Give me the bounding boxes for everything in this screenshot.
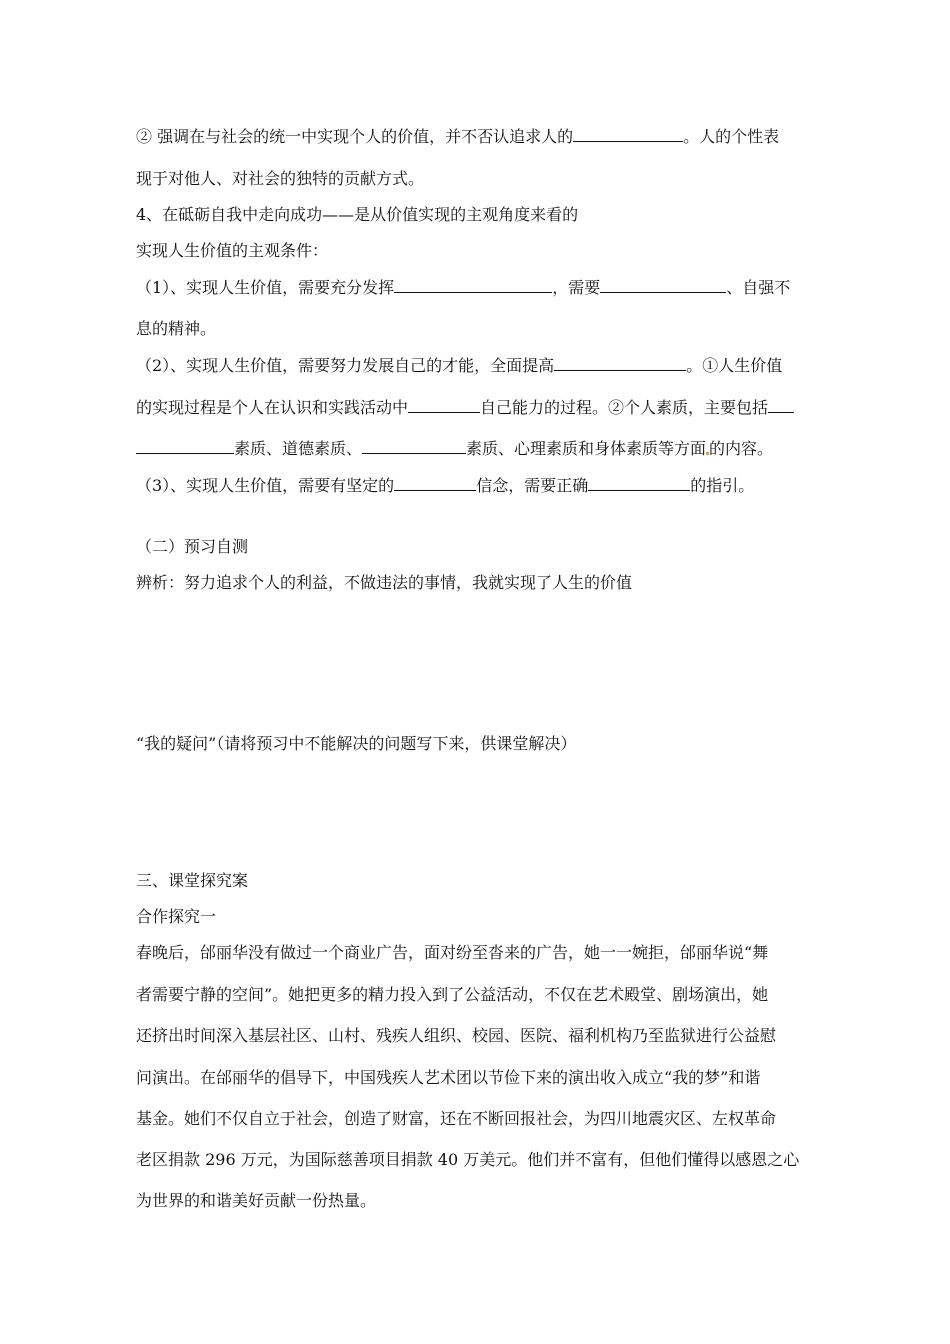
self-test-heading xyxy=(136,537,248,557)
self-test-question-text: 辨析：努力追求个人的利益，不做违法的事情，我就实现了人生的价值 xyxy=(136,573,633,592)
passage-line xyxy=(136,943,768,963)
self-test-heading-text: （二）预习自测 xyxy=(136,537,249,556)
subjective-conditions-heading xyxy=(136,241,328,261)
passage-line xyxy=(136,1191,376,1211)
condition-1-text-d: 息的精神。 xyxy=(136,319,217,338)
passage-line-3: 还挤出时间深入基层社区、山村、残疾人组织、校园、医院、福利机构乃至监狱进行公益慰 xyxy=(136,1026,777,1045)
passage-line-7: 为世界的和谐美好贡献一份热量。 xyxy=(136,1191,377,1210)
blank-condition-3a[interactable] xyxy=(394,475,476,491)
condition-1-text-c: 、自强不 xyxy=(726,278,791,297)
section-4-heading xyxy=(136,205,578,225)
condition-2-text-d: 自己能力的过程。②个人素质，主要包括 xyxy=(480,398,769,417)
cooperative-inquiry-heading xyxy=(136,907,216,927)
item-2-text-b: 。人的个性表 xyxy=(683,127,780,146)
blank-condition-2a[interactable] xyxy=(554,355,686,371)
passage-line-4: 问演出。在邰丽华的倡导下，中国残疾人艺术团以节俭下来的演出收入成立“我的梦”和谐 xyxy=(136,1068,761,1087)
condition-1-text-b: ，需要 xyxy=(552,278,601,297)
condition-2-text-e: 素质、道德素质、 xyxy=(234,439,363,458)
inquiry-heading xyxy=(136,871,248,891)
condition-2-text-a: （2）、实现人生价值，需要努力发展自己的才能，全面提高 xyxy=(136,356,555,375)
condition-2-line-2 xyxy=(136,397,794,418)
blank-condition-2c[interactable] xyxy=(136,438,234,454)
condition-2-text-b: 。①人生价值 xyxy=(686,356,783,375)
condition-2-text-g: 的内容。 xyxy=(709,439,774,458)
item-2-text-c: 现于对他人、对社会的独特的贡献方式。 xyxy=(136,169,425,188)
condition-3-text-a: （3）、实现人生价值，需要有坚定的 xyxy=(136,476,395,495)
condition-1-text-a: （1）、实现人生价值，需要充分发挥 xyxy=(136,278,395,297)
subjective-conditions-text: 实现人生价值的主观条件： xyxy=(136,241,329,260)
condition-1-continued xyxy=(136,319,216,339)
blank-condition-2b[interactable] xyxy=(408,397,480,413)
cooperative-inquiry-text: 合作探究一 xyxy=(136,907,217,926)
condition-1-line xyxy=(136,277,790,298)
self-test-question xyxy=(136,573,632,593)
blank-condition-2c-start[interactable] xyxy=(768,397,794,413)
item-2-text-a: ② 强调在与社会的统一中实现个人的价值，并不否认追求人的 xyxy=(136,127,574,146)
condition-2-line xyxy=(136,355,782,376)
passage-line xyxy=(136,1109,776,1129)
blank-condition-1b[interactable] xyxy=(600,277,726,293)
passage-line xyxy=(136,985,768,1005)
passage-line-6: 老区捐款 296 万元，为国际慈善项目捐款 40 万美元。他们并不富有，但他们懂得以感恩之心 xyxy=(136,1150,800,1169)
condition-2-line-3 xyxy=(136,438,773,459)
condition-3-text-c: 的指引。 xyxy=(690,476,755,495)
passage-line-1: 春晚后，邰丽华没有做过一个商业广告，面对纷至沓来的广告，她一一婉拒，邰丽华说“舞 xyxy=(136,943,769,962)
passage-line xyxy=(136,1068,760,1088)
condition-2-text-c: 的实现过程是个人在认识和实践活动中 xyxy=(136,398,409,417)
blank-condition-1a[interactable] xyxy=(394,277,552,293)
item-2-continued xyxy=(136,169,424,189)
condition-3-line xyxy=(136,475,754,496)
condition-3-text-b: 信念，需要正确 xyxy=(476,476,589,495)
passage-line xyxy=(136,1150,799,1170)
my-questions-prompt xyxy=(136,734,576,754)
passage-line xyxy=(136,1026,776,1046)
blank-condition-2d[interactable] xyxy=(362,438,466,454)
blank-individuality[interactable] xyxy=(573,126,683,142)
inquiry-heading-text: 三、课堂探究案 xyxy=(136,871,249,890)
item-2-line xyxy=(136,126,779,147)
passage-line-2: 者需要宁静的空间”。她把更多的精力投入到了公益活动，不仅在艺术殿堂、剧场演出，她 xyxy=(136,985,769,1004)
section-4-heading-text: 4、在砥砺自我中走向成功——是从价值实现的主观角度来看的 xyxy=(136,205,579,224)
my-questions-text: “我的疑问”（请将预习中不能解决的问题写下来，供课堂解决） xyxy=(136,734,577,753)
condition-2-text-f: 素质、心理素质和身体素质等方面 xyxy=(466,439,707,458)
passage-line-5: 基金。她们不仅自立于社会，创造了财富，还在不断回报社会，为四川地震灾区、左权革命 xyxy=(136,1109,777,1128)
blank-condition-3b[interactable] xyxy=(588,475,690,491)
